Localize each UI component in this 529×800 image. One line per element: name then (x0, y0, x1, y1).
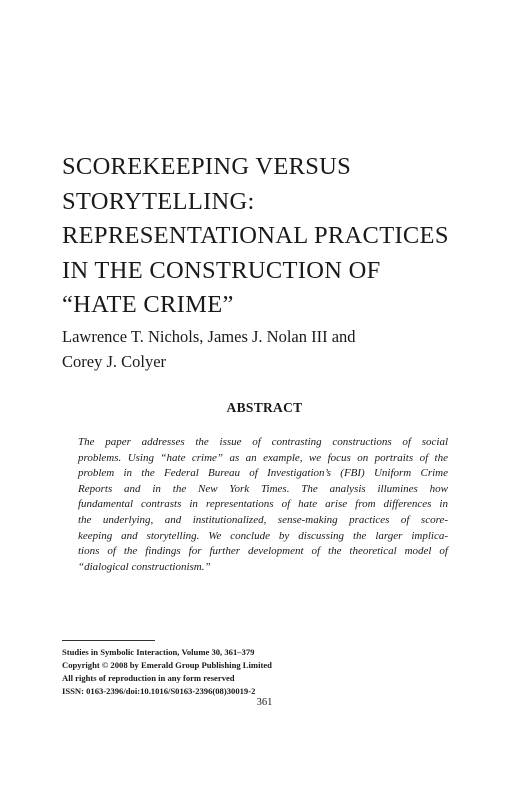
footnote-line: ISSN: 0163-2396/doi:10.1016/S0163-2396(08)30019-2 (62, 686, 256, 696)
title-line: SCOREKEEPING VERSUS (62, 153, 352, 180)
abstract-line: the underlying, and institutionalized, sense-making practices of score- (78, 513, 448, 526)
abstract-heading: ABSTRACT (226, 400, 303, 415)
title-line: “HATE CRIME” (62, 291, 234, 318)
publication-footnote (62, 646, 482, 698)
abstract-line: problems. Using “hate crime” as an example, we focus on portraits of the (78, 451, 448, 464)
abstract-line: keeping and storytelling. We conclude by discussing the larger implica- (78, 529, 448, 542)
author-list (62, 324, 482, 374)
title-line: IN THE CONSTRUCTION OF (62, 256, 381, 284)
footnote-line: Copyright © 2008 by Emerald Group Publishing Limited (62, 660, 272, 670)
abstract-line: “dialogical constructionism.” (78, 560, 211, 573)
title-line: REPRESENTATIONAL PRACTICES (62, 222, 449, 249)
author-line: Corey J. Colyer (62, 352, 167, 371)
abstract-text (78, 435, 448, 575)
abstract-line: fundamental contrasts in representations of hate arise from differences in (78, 498, 448, 511)
abstract-line: tions of the findings for further development of the theoretical model of (78, 545, 448, 558)
abstract-line: problem in the Federal Bureau of Investigation’s (FBI) Uniform Crime (78, 467, 448, 480)
footnote-divider (62, 640, 155, 641)
page-number: 361 (256, 697, 273, 708)
footnote-line: All rights of reproduction in any form reserved (62, 673, 235, 683)
author-line: Lawrence T. Nichols, James J. Nolan III and (62, 327, 356, 346)
footnote-line: Studies in Symbolic Interaction, Volume 30, 361–379 (62, 647, 255, 657)
abstract-line: Reports and in the New York Times. The analysis illumines how (78, 482, 448, 495)
title-line: STORYTELLING: (62, 187, 255, 215)
article-title (62, 150, 502, 323)
abstract-line: The paper addresses the issue of contrasting constructions of social (78, 436, 448, 448)
